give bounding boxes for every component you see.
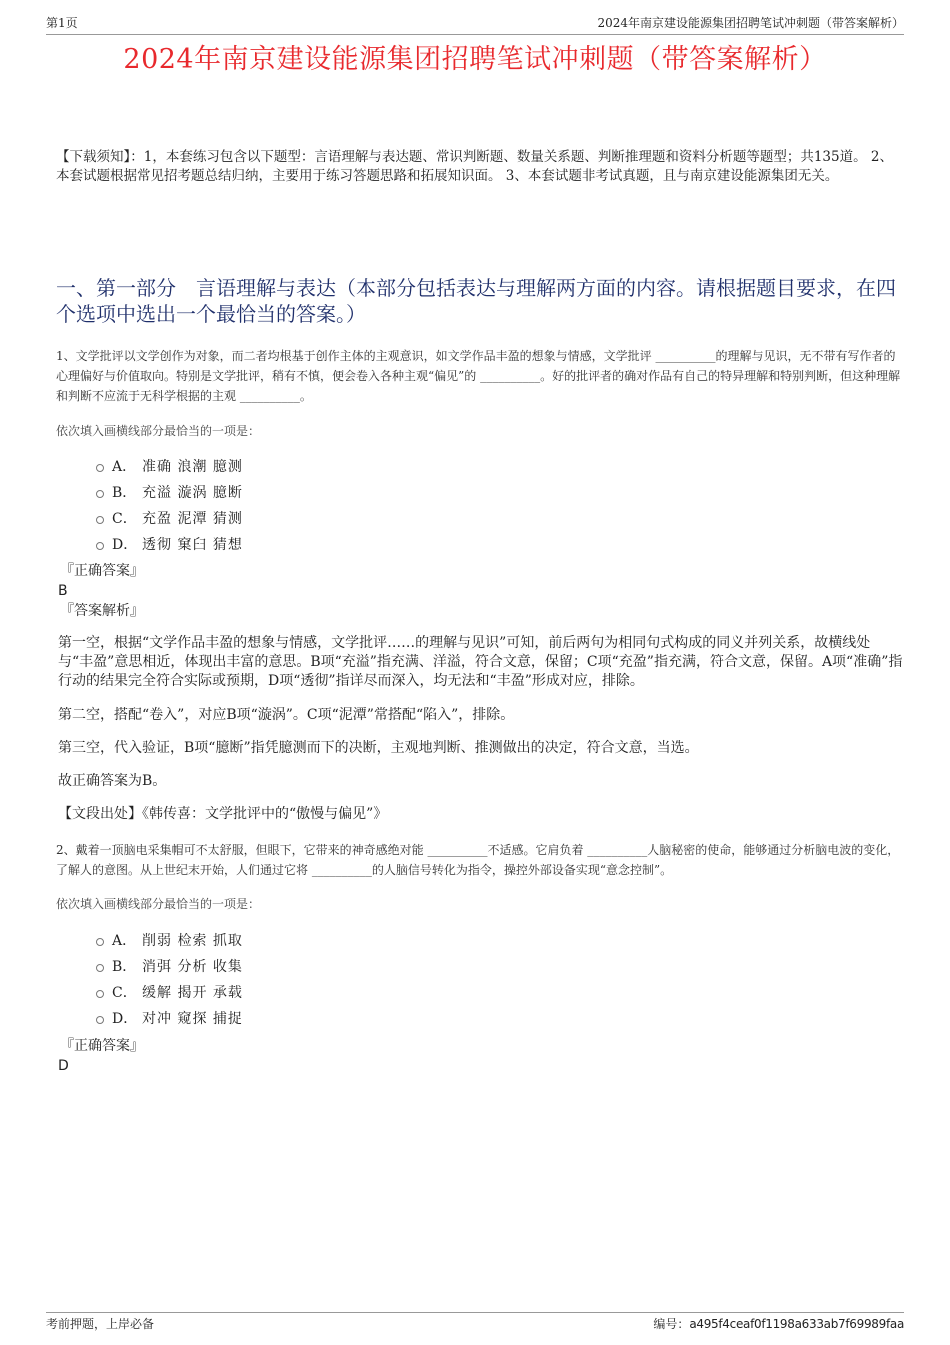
correct-answer-label: 『正确答案』: [60, 1038, 144, 1054]
header-doc-title: 2024年南京建设能源集团招聘笔试冲刺题（带答案解析）: [597, 16, 904, 30]
option-c[interactable]: C． 充盈 泥潭 猜测: [96, 505, 243, 531]
analysis-paragraph: 第一空，根据“文学作品丰盈的想象与情感，文学批评……的理解与见识”可知，前后两句为相同句式构成的同义并列关系，故横线处与“丰盈”意思相近，体现出丰富的意思。B项“充溢”指充满、洋溢，符合文意，保留；C项“充盈”指充满，符合文意，保留。A项“准确”指行动的结果完全符合实际或预期，D项“透彻”指详尽而深入，均无法和“丰盈”形成对应，排除。: [58, 635, 903, 689]
question-1-instruction: 依次填入画横线部分最恰当的一项是：: [56, 424, 261, 438]
radio-icon[interactable]: [96, 490, 104, 498]
option-d[interactable]: D． 对冲 窥探 捕捉: [96, 1005, 243, 1031]
option-c[interactable]: C． 缓解 揭开 承载: [96, 979, 243, 1005]
radio-icon[interactable]: [96, 1016, 104, 1024]
section-heading: 一、第一部分 言语理解与表达（本部分包括表达与理解两方面的内容。请根据题目要求，在四个选项中选出一个最恰当的答案。）: [56, 276, 896, 326]
download-notice: 【下载须知】：1，本套练习包含以下题型：言语理解与表达题、常识判断题、数量关系题、判断推理题和资料分析题等题型；共135道。 2、本套试题根据常见招考题总结归纳，主要用于练习答题思路和拓展知识面。 3、本套试题非考试真题，且与南京建设能源集团无关。: [56, 149, 893, 184]
correct-answer-label: 『正确答案』: [60, 563, 144, 579]
page-number: 第1页: [46, 16, 78, 30]
analysis-label: 『答案解析』: [60, 603, 144, 619]
option-a[interactable]: A． 准确 浪潮 臆测: [96, 453, 243, 479]
page-header: [46, 14, 904, 35]
analysis-paragraph: 第二空，搭配“卷入”，对应B项“漩涡”。C项“泥潭”常搭配“陷入”，排除。: [58, 707, 515, 723]
radio-icon[interactable]: [96, 516, 104, 524]
question-2-options: [96, 927, 243, 1031]
source-citation: 【文段出处】《韩传喜：文学批评中的“傲慢与偏见”》: [58, 806, 388, 822]
question-1-stem: 1、文学批评以文学创作为对象，而二者均根基于创作主体的主观意识，如文学作品丰盈的想象与情感，文学批评 __________的理解与见识，无不带有写作者的心理偏好与价值取向。特别是文学批评，稍有不慎，便会卷入各种主观“偏见”的 __________。好的批评者的确对作品有自己的特异理解和特别判断，但这种理解和判断不应流于无科学根据的主观 __________。: [56, 349, 901, 403]
radio-icon[interactable]: [96, 990, 104, 998]
footer-code: [653, 1315, 904, 1333]
correct-answer: D: [58, 1058, 69, 1074]
radio-icon[interactable]: [96, 964, 104, 972]
analysis-paragraph: 第三空，代入验证，B项“臆断”指凭臆测而下的决断，主观地判断、推测做出的决定，符合文意，当选。: [58, 740, 699, 756]
page-footer: [46, 1312, 904, 1335]
radio-icon[interactable]: [96, 938, 104, 946]
radio-icon[interactable]: [96, 542, 104, 550]
question-1-options: [96, 453, 243, 557]
option-a[interactable]: A． 削弱 检索 抓取: [96, 927, 243, 953]
option-b[interactable]: B． 消弭 分析 收集: [96, 953, 243, 979]
document-title: 2024年南京建设能源集团招聘笔试冲刺题（带答案解析）: [123, 44, 827, 75]
radio-icon[interactable]: [96, 464, 104, 472]
option-b[interactable]: B． 充溢 漩涡 臆断: [96, 479, 243, 505]
code-label: 编号：: [653, 1317, 690, 1331]
question-2-instruction: 依次填入画横线部分最恰当的一项是：: [56, 897, 261, 911]
footer-slogan: 考前押题，上岸必备: [46, 1317, 155, 1331]
option-d[interactable]: D． 透彻 窠臼 猜想: [96, 531, 243, 557]
question-2-stem: 2、戴着一顶脑电采集帽可不太舒服，但眼下，它带来的神奇感绝对能 __________不适感。它肩负着 __________人脑秘密的使命，能够通过分析脑电波的变化，了解人的意图。从上世纪末开始，人们通过它将 __________的人脑信号转化为指令，操控外部设备实现“意念控制”。: [56, 843, 900, 877]
correct-answer: B: [58, 583, 68, 599]
code-value: a495f4ceaf0f1198a633ab7f69989faa: [689, 1317, 904, 1331]
analysis-conclusion: 故正确答案为B。: [58, 773, 167, 789]
